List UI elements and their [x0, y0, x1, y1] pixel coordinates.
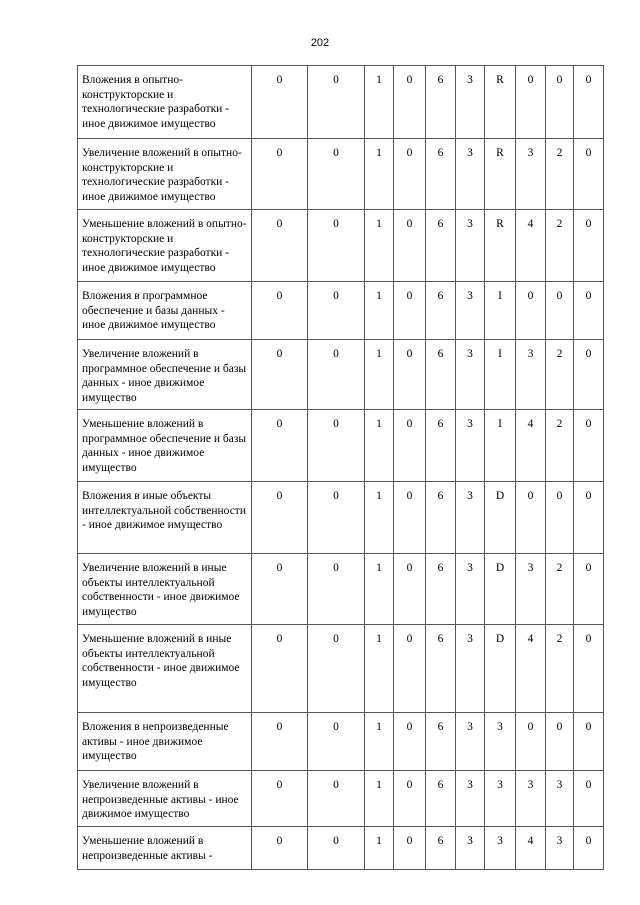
table-row — [78, 482, 604, 554]
code-digit-3: 1 — [365, 340, 394, 410]
code-digit-9: 0 — [546, 482, 574, 554]
code-digit-5: 6 — [426, 410, 456, 482]
code-digit-5: 6 — [426, 282, 456, 340]
code-digit-4: 0 — [394, 713, 426, 771]
code-digit-5: 6 — [426, 625, 456, 713]
table-row — [78, 713, 604, 771]
page-number: 202 — [310, 37, 330, 49]
code-digit-2: 0 — [308, 713, 365, 771]
code-digit-3: 1 — [365, 482, 394, 554]
row-description: Увеличение вложений в опытно-конструкторские и технологические разработки - иное движимое имущество — [78, 139, 252, 210]
code-digit-10: 0 — [574, 282, 604, 340]
table-row — [78, 410, 604, 482]
row-description: Увеличение вложений в непроизведенные активы - иное движимое имущество — [78, 771, 252, 827]
code-digit-5: 6 — [426, 713, 456, 771]
row-description: Увеличение вложений в иные объекты интеллектуальной собственности - иное движимое имущество — [78, 554, 252, 625]
code-digit-6: 3 — [456, 713, 485, 771]
code-digit-9: 0 — [546, 282, 574, 340]
code-digit-10: 0 — [574, 210, 604, 282]
code-digit-9: 2 — [546, 554, 574, 625]
code-digit-10: 0 — [574, 827, 604, 870]
code-digit-9: 2 — [546, 410, 574, 482]
row-description: Вложения в иные объекты интеллектуальной собственности - иное движимое имущество — [78, 482, 252, 554]
code-digit-7: D — [485, 554, 516, 625]
code-digit-9: 2 — [546, 210, 574, 282]
table-row — [78, 66, 604, 139]
row-description: Увеличение вложений в программное обеспечение и базы данных - иное движимое имущество — [78, 340, 252, 410]
code-digit-4: 0 — [394, 66, 426, 139]
code-digit-10: 0 — [574, 554, 604, 625]
code-digit-7: I — [485, 282, 516, 340]
code-digit-7: 3 — [485, 827, 516, 870]
code-digit-4: 0 — [394, 827, 426, 870]
code-digit-6: 3 — [456, 625, 485, 713]
code-digit-7: R — [485, 210, 516, 282]
code-digit-9: 2 — [546, 139, 574, 210]
table-row — [78, 139, 604, 210]
code-digit-9: 0 — [546, 66, 574, 139]
account-codes-table — [77, 65, 604, 870]
code-digit-6: 3 — [456, 66, 485, 139]
code-digit-2: 0 — [308, 282, 365, 340]
code-digit-2: 0 — [308, 482, 365, 554]
code-digit-8: 0 — [516, 66, 546, 139]
table-row — [78, 210, 604, 282]
code-digit-2: 0 — [308, 66, 365, 139]
code-digit-10: 0 — [574, 410, 604, 482]
code-digit-8: 4 — [516, 827, 546, 870]
code-digit-6: 3 — [456, 282, 485, 340]
code-digit-9: 3 — [546, 771, 574, 827]
code-digit-9: 3 — [546, 827, 574, 870]
code-digit-7: 3 — [485, 771, 516, 827]
code-digit-6: 3 — [456, 827, 485, 870]
code-digit-4: 0 — [394, 410, 426, 482]
code-digit-6: 3 — [456, 139, 485, 210]
code-digit-5: 6 — [426, 771, 456, 827]
code-digit-6: 3 — [456, 482, 485, 554]
code-digit-4: 0 — [394, 625, 426, 713]
code-digit-7: R — [485, 139, 516, 210]
table-row — [78, 340, 604, 410]
code-digit-10: 0 — [574, 340, 604, 410]
code-digit-5: 6 — [426, 554, 456, 625]
code-digit-8: 3 — [516, 139, 546, 210]
code-digit-1: 0 — [252, 713, 308, 771]
code-digit-1: 0 — [252, 482, 308, 554]
code-digit-3: 1 — [365, 713, 394, 771]
code-digit-8: 0 — [516, 482, 546, 554]
table-row — [78, 771, 604, 827]
code-digit-4: 0 — [394, 210, 426, 282]
code-digit-5: 6 — [426, 340, 456, 410]
code-digit-9: 0 — [546, 713, 574, 771]
code-digit-7: I — [485, 340, 516, 410]
code-digit-10: 0 — [574, 625, 604, 713]
row-description: Уменьшение вложений в программное обеспечение и базы данных - иное движимое имущество — [78, 410, 252, 482]
code-digit-2: 0 — [308, 210, 365, 282]
code-digit-3: 1 — [365, 139, 394, 210]
code-digit-8: 3 — [516, 771, 546, 827]
code-digit-6: 3 — [456, 554, 485, 625]
code-digit-9: 2 — [546, 340, 574, 410]
code-digit-2: 0 — [308, 139, 365, 210]
code-digit-10: 0 — [574, 139, 604, 210]
code-digit-8: 0 — [516, 713, 546, 771]
code-digit-4: 0 — [394, 554, 426, 625]
row-description: Вложения в опытно-конструкторские и технологические разработки - иное движимое имущество — [78, 66, 252, 139]
code-digit-1: 0 — [252, 771, 308, 827]
table-row — [78, 554, 604, 625]
code-digit-6: 3 — [456, 410, 485, 482]
code-digit-10: 0 — [574, 482, 604, 554]
code-digit-8: 0 — [516, 282, 546, 340]
table-row — [78, 282, 604, 340]
code-digit-8: 4 — [516, 410, 546, 482]
code-digit-1: 0 — [252, 827, 308, 870]
code-digit-3: 1 — [365, 554, 394, 625]
code-digit-3: 1 — [365, 210, 394, 282]
code-digit-1: 0 — [252, 282, 308, 340]
code-digit-4: 0 — [394, 340, 426, 410]
code-digit-8: 4 — [516, 210, 546, 282]
code-digit-5: 6 — [426, 210, 456, 282]
row-description: Уменьшение вложений в иные объекты интеллектуальной собственности - иное движимое имущество — [78, 625, 252, 713]
code-digit-1: 0 — [252, 210, 308, 282]
table-row — [78, 625, 604, 713]
code-digit-2: 0 — [308, 554, 365, 625]
code-digit-4: 0 — [394, 771, 426, 827]
code-digit-2: 0 — [308, 340, 365, 410]
code-digit-8: 4 — [516, 625, 546, 713]
code-digit-8: 3 — [516, 554, 546, 625]
code-digit-7: D — [485, 482, 516, 554]
code-digit-5: 6 — [426, 827, 456, 870]
code-digit-1: 0 — [252, 625, 308, 713]
code-digit-2: 0 — [308, 771, 365, 827]
code-digit-3: 1 — [365, 827, 394, 870]
code-digit-2: 0 — [308, 625, 365, 713]
code-digit-5: 6 — [426, 482, 456, 554]
code-digit-3: 1 — [365, 66, 394, 139]
code-digit-8: 3 — [516, 340, 546, 410]
code-digit-2: 0 — [308, 827, 365, 870]
code-digit-1: 0 — [252, 139, 308, 210]
code-digit-3: 1 — [365, 771, 394, 827]
row-description: Вложения в непроизведенные активы - иное движимое имущество — [78, 713, 252, 771]
code-digit-1: 0 — [252, 410, 308, 482]
code-digit-6: 3 — [456, 210, 485, 282]
code-digit-10: 0 — [574, 66, 604, 139]
code-digit-3: 1 — [365, 625, 394, 713]
table-row — [78, 827, 604, 870]
code-digit-7: D — [485, 625, 516, 713]
code-digit-7: R — [485, 66, 516, 139]
code-digit-1: 0 — [252, 340, 308, 410]
code-digit-1: 0 — [252, 66, 308, 139]
code-digit-5: 6 — [426, 66, 456, 139]
code-digit-2: 0 — [308, 410, 365, 482]
code-digit-10: 0 — [574, 771, 604, 827]
code-digit-6: 3 — [456, 340, 485, 410]
code-digit-1: 0 — [252, 554, 308, 625]
code-digit-3: 1 — [365, 282, 394, 340]
code-digit-9: 2 — [546, 625, 574, 713]
code-digit-3: 1 — [365, 410, 394, 482]
code-digit-4: 0 — [394, 482, 426, 554]
code-digit-4: 0 — [394, 282, 426, 340]
code-digit-7: I — [485, 410, 516, 482]
code-digit-4: 0 — [394, 139, 426, 210]
row-description: Уменьшение вложений в непроизведенные активы - — [78, 827, 252, 870]
code-digit-5: 6 — [426, 139, 456, 210]
code-digit-7: 3 — [485, 713, 516, 771]
code-digit-10: 0 — [574, 713, 604, 771]
code-digit-6: 3 — [456, 771, 485, 827]
row-description: Уменьшение вложений в опытно-конструкторские и технологические разработки - иное движимое имущество — [78, 210, 252, 282]
row-description: Вложения в программное обеспечение и базы данных - иное движимое имущество — [78, 282, 252, 340]
